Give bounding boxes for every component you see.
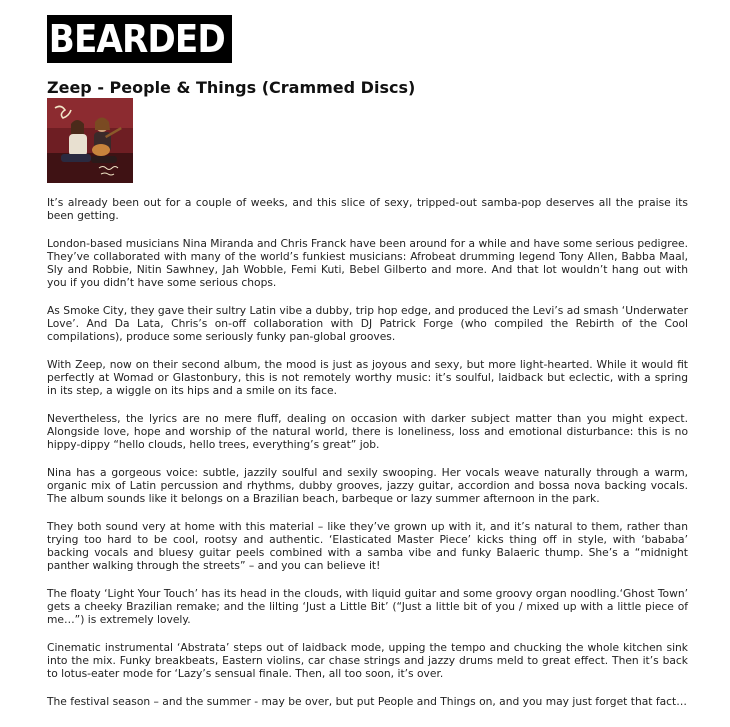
review-title: Zeep - People & Things (Crammed Discs)	[47, 78, 416, 97]
paragraph: London-based musicians Nina Miranda and Chris Franck have been around for a while and have some serious pedigree. They’ve collaborated with many of the world’s funkiest musicians: Afrobeat drumming legend Tony Allen, Babba Maal, Sly and Robbie, Nitin Sawhney, Jah Wobble, Femi Kuti, Bebel Gilberto and more. And that lot wouldn’t hang out with you if you didn’t have some serious chops.	[47, 237, 688, 289]
logo-text: BEARDED	[48, 17, 225, 61]
site-logo[interactable]	[47, 15, 232, 63]
review-body	[47, 196, 688, 723]
paragraph: They both sound very at home with this material – like they’ve grown up with it, and it’s natural to them, rather than trying too hard to be cool, rootsy and authentic. ‘Elasticated Master Piece’ kicks thing off in style, with ‘bababa’ backing vocals and bluesy guitar peels combined with a samba vibe and funky Balaeric thump. She’s a “midnight panther walking through the streets” – and you can believe it!	[47, 520, 688, 572]
paragraph: Cinematic instrumental ‘Abstrata’ steps out of laidback mode, upping the tempo and chucking the whole kitchen sink into the mix. Funky breakbeats, Eastern violins, car chase strings and jazzy drums meld to great effect. Then it’s back to lotus-eater mode for ‘Lazy’s sensual finale. Then, all too soon, it’s over.	[47, 641, 688, 680]
paragraph: With Zeep, now on their second album, the mood is just as joyous and sexy, but more light-hearted. While it would fit perfectly at Womad or Glastonbury, this is not remotely worthy music: it’s soulful, laidback but eclectic, with a spring in its step, a wiggle on its hips and a smile on its face.	[47, 358, 688, 397]
paragraph: The floaty ‘Light Your Touch’ has its head in the clouds, with liquid guitar and some groovy organ noodling.‘Ghost Town’ gets a cheeky Brazilian remake; and the lilting ‘Just a Little Bit’ (“Just a little bit of you / mixed up with a little piece of me…”) is extremely lovely.	[47, 587, 688, 626]
paragraph: As Smoke City, they gave their sultry Latin vibe a dubby, trip hop edge, and produced the Levi’s ad smash ‘Underwater Love’. And Da Lata, Chris’s on-off collaboration with DJ Patrick Forge (who compiled the Rebirth of the Cool compilations), produce some seriously funky pan-global grooves.	[47, 304, 688, 343]
paragraph: The festival season – and the summer - may be over, but put People and Things on, and you may just forget that fact…	[47, 695, 687, 708]
paragraph: Nevertheless, the lyrics are no mere fluff, dealing on occasion with darker subject matter than you might expect. Alongside love, hope and worship of the natural world, there is loneliness, loss and emotional disturbance: this is no hippy-dippy “hello clouds, hello trees, everything’s great” job.	[47, 412, 688, 451]
paragraph: It’s already been out for a couple of weeks, and this slice of sexy, tripped-out samba-pop deserves all the praise its been getting.	[47, 196, 688, 222]
paragraph: Nina has a gorgeous voice: subtle, jazzily soulful and sexily swooping. Her vocals weave naturally through a warm, organic mix of Latin percussion and rhythms, dubby grooves, jazzy guitar, accordion and bossa nova backing vocals. The album sounds like it belongs on a Brazilian beach, barbeque or lazy summer afternoon in the park.	[47, 466, 688, 505]
album-cover-image	[47, 98, 133, 183]
